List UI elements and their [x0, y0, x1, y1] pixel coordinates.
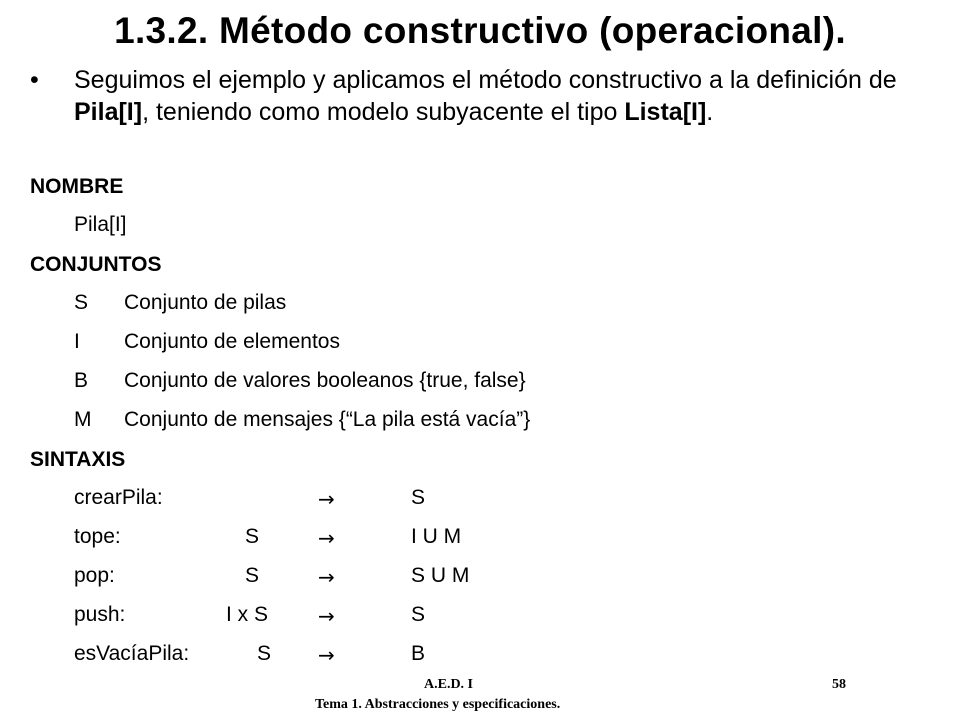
- footer-topic: Tema 1. Abstracciones y especificaciones.: [315, 697, 561, 712]
- bullet-marker: •: [30, 66, 39, 94]
- intro-text-part: Seguimos el ejemplo y aplicamos el método constructivo a la definición de: [74, 66, 897, 94]
- footer-course: A.E.D. I: [424, 677, 474, 692]
- op-domain: S: [245, 525, 260, 548]
- intro-text: [74, 64, 924, 128]
- op-codomain: S U M: [411, 564, 470, 587]
- set-key: S: [74, 291, 89, 314]
- footer-page-number: 58: [832, 677, 846, 692]
- lista-type-name: Lista[I]: [624, 98, 707, 126]
- set-key: B: [74, 369, 89, 392]
- arrow-icon: →: [318, 643, 335, 667]
- op-name: push:: [74, 603, 126, 626]
- op-domain: S: [257, 642, 272, 665]
- op-codomain: S: [411, 603, 426, 626]
- slide-title: 1.3.2. Método constructivo (operacional).: [114, 10, 846, 51]
- op-name: pop:: [74, 564, 115, 587]
- conjuntos-heading: CONJUNTOS: [30, 253, 162, 276]
- set-description: Conjunto de valores booleanos {true, false}: [124, 369, 526, 392]
- op-codomain: S: [411, 486, 426, 509]
- op-codomain: I U M: [411, 525, 462, 548]
- arrow-icon: →: [318, 565, 335, 589]
- sintaxis-heading: SINTAXIS: [30, 448, 126, 471]
- op-domain: S: [245, 564, 260, 587]
- op-domain: I x S: [226, 603, 269, 626]
- nombre-value: Pila[I]: [74, 213, 127, 236]
- pila-type-name: Pila[I]: [74, 98, 143, 126]
- set-key: M: [74, 408, 92, 431]
- set-key: I: [74, 330, 80, 353]
- op-name: crearPila:: [74, 486, 163, 509]
- op-codomain: B: [411, 642, 426, 665]
- intro-text-part: .: [706, 98, 714, 126]
- op-name: tope:: [74, 525, 121, 548]
- arrow-icon: →: [318, 487, 335, 511]
- intro-text-part: , teniendo como modelo subyacente el tipo: [142, 98, 625, 126]
- set-description: Conjunto de mensajes {“La pila está vacía”}: [124, 408, 531, 431]
- set-description: Conjunto de elementos: [124, 330, 340, 353]
- op-name: esVacíaPila:: [74, 642, 190, 665]
- nombre-heading: NOMBRE: [30, 175, 124, 198]
- set-description: Conjunto de pilas: [124, 291, 287, 314]
- arrow-icon: →: [318, 526, 335, 550]
- arrow-icon: →: [318, 604, 335, 628]
